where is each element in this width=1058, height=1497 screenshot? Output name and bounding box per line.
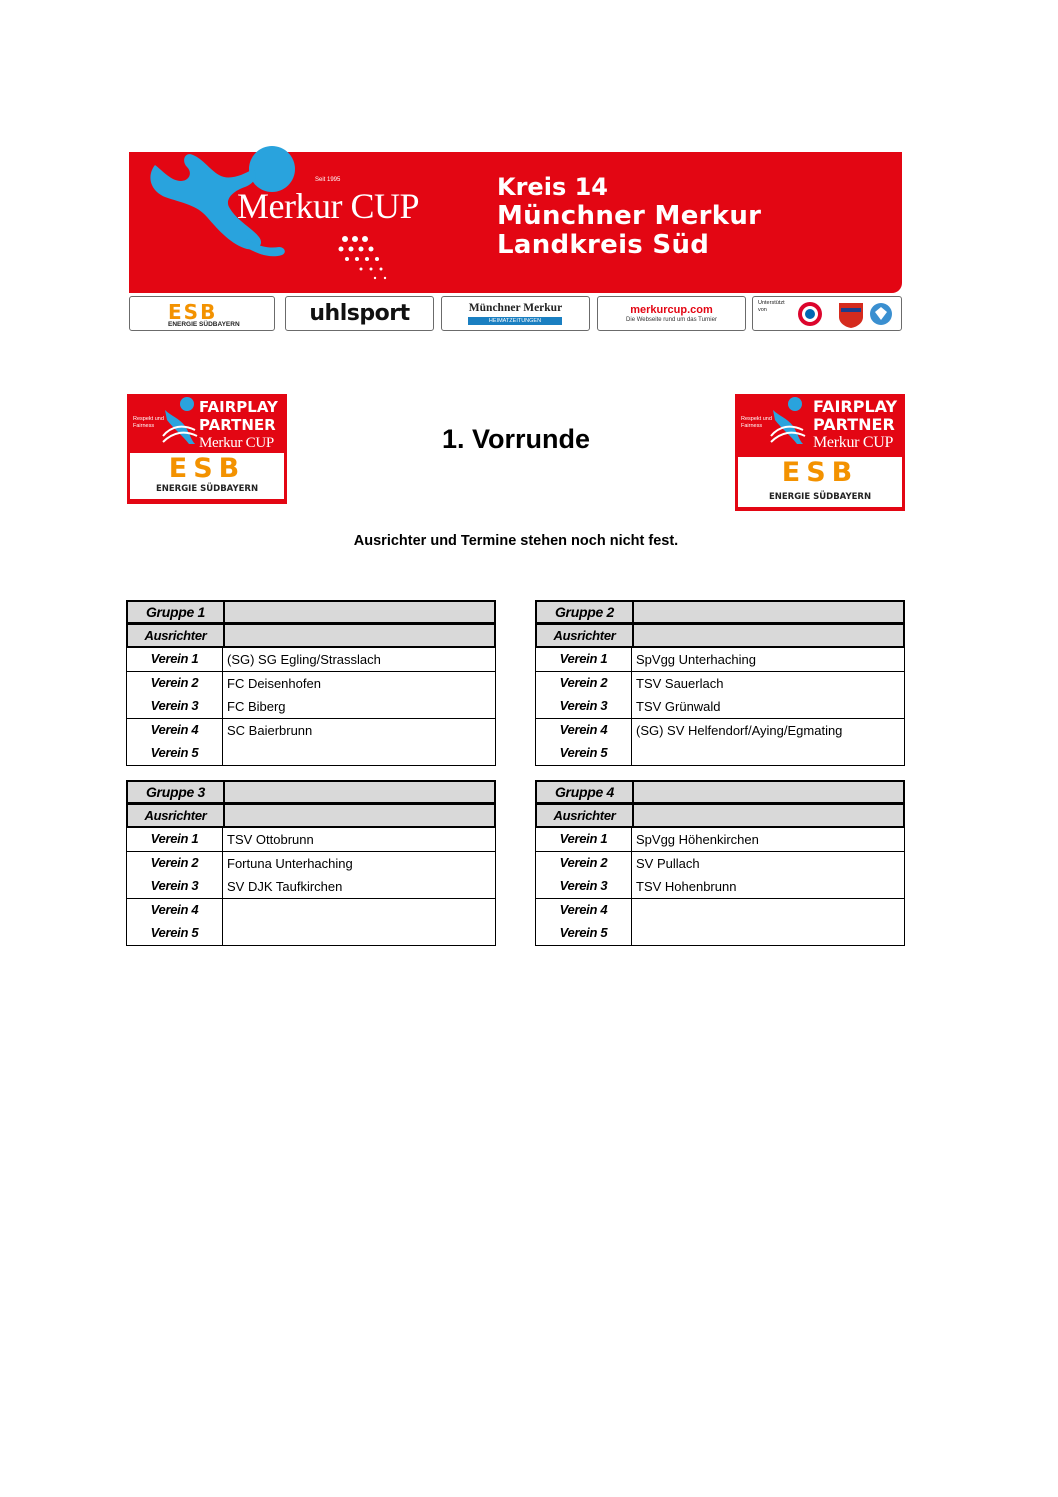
sponsor-muenchner-merkur: Münchner Merkur HEIMATZEITUNGEN [441, 296, 590, 331]
banner-title: Kreis 14 Münchner Merkur Landkreis Süd [497, 173, 762, 260]
team-row: Verein 4 [126, 899, 496, 923]
fairplay-player-icon [161, 396, 199, 446]
fairplay-partner-badge-left: Respekt und Fairness FAIRPLAY PARTNER Merkur CUP ESB ENERGIE SÜDBAYERN [127, 394, 287, 504]
esb-logo-box: ESB ENERGIE SÜDBAYERN [130, 453, 284, 499]
esb-logo: ESB [168, 300, 218, 324]
group-header: Gruppe 4 [535, 780, 905, 804]
esb-logo: ESB [168, 453, 246, 484]
schedule-note: Ausrichter und Termine stehen noch nicht fest. [353, 533, 679, 549]
fairplay-partner-badge-right: Respekt und Fairness FAIRPLAY PARTNER Merkur CUP ESB ENERGIE SÜDBAYERN [735, 394, 905, 511]
team-row: Verein 4 (SG) SV Helfendorf/Aying/Egmating [535, 719, 905, 743]
group-header: Gruppe 3 [126, 780, 496, 804]
club-crests-icon [795, 300, 899, 328]
team-row: Verein 3 SV DJK Taufkirchen [126, 875, 496, 899]
host-row: Ausrichter [535, 804, 905, 828]
team-row: Verein 4 [535, 899, 905, 923]
team-row: Verein 3 TSV Hohenbrunn [535, 875, 905, 899]
team-row: Verein 1 TSV Ottobrunn [126, 828, 496, 852]
team-row: Verein 5 [126, 922, 496, 946]
group-header: Gruppe 1 [126, 600, 496, 624]
team-row: Verein 1 SpVgg Unterhaching [535, 648, 905, 672]
team-row: Verein 1 (SG) SG Egling/Strasslach [126, 648, 496, 672]
team-row: Verein 2 FC Deisenhofen [126, 672, 496, 696]
host-row: Ausrichter [126, 804, 496, 828]
team-row: Verein 5 [535, 742, 905, 766]
group-header: Gruppe 2 [535, 600, 905, 624]
host-row: Ausrichter [126, 624, 496, 648]
sponsor-esb: ESB ENERGIE SÜDBAYERN [129, 296, 275, 331]
sponsor-merkurcup-com: merkurcup.com Die Webseite rund um das Turnier [597, 296, 746, 331]
merkur-cup-banner [129, 145, 902, 293]
page-title: 1. Vorrunde [441, 424, 591, 454]
fairplay-title: FAIRPLAY PARTNER Merkur CUP [199, 398, 278, 451]
fairplay-player-icon [769, 396, 807, 446]
sponsor-uhlsport: uhlsport [285, 296, 434, 331]
team-row: Verein 2 SV Pullach [535, 852, 905, 876]
team-row: Verein 5 [535, 922, 905, 946]
team-row: Verein 2 TSV Sauerlach [535, 672, 905, 696]
team-row: Verein 3 TSV Grünwald [535, 695, 905, 719]
team-row: Verein 4 SC Baierbrunn [126, 719, 496, 743]
dots-decoration-icon [335, 233, 391, 283]
team-row: Verein 5 [126, 742, 496, 766]
fairplay-title: FAIRPLAY PARTNER Merkur CUP [813, 397, 898, 451]
esb-logo: ESB [781, 457, 859, 488]
team-row: Verein 1 SpVgg Höhenkirchen [535, 828, 905, 852]
merkur-cup-logo: Seit 1995 Merkur CUP [237, 177, 419, 226]
team-row: Verein 3 FC Biberg [126, 695, 496, 719]
esb-logo-box: ESB ENERGIE SÜDBAYERN [738, 457, 902, 507]
sponsor-supported-by: Unterstützt von [752, 296, 902, 331]
team-row: Verein 2 Fortuna Unterhaching [126, 852, 496, 876]
host-row: Ausrichter [535, 624, 905, 648]
